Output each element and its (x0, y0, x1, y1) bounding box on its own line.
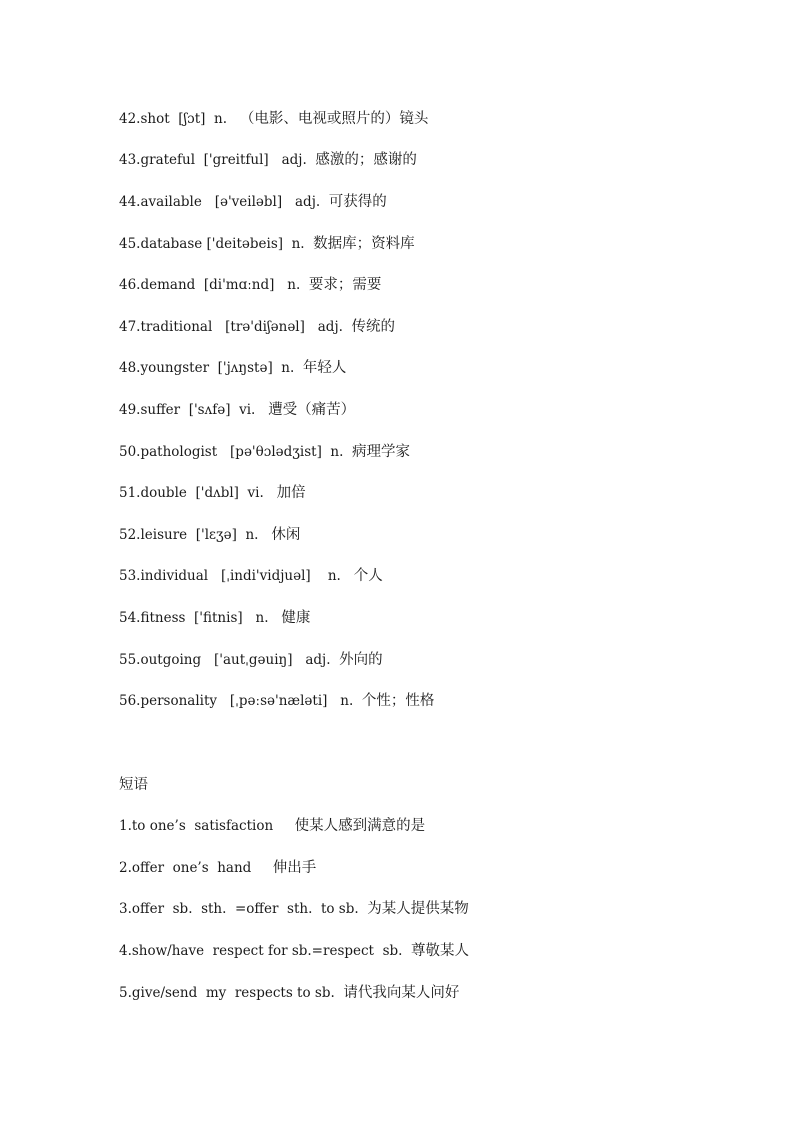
vocab-term: 55.outgoing ['autˌgəuiŋ] adj. (119, 652, 340, 668)
vocab-entry (119, 150, 417, 170)
phrase-entry (119, 858, 316, 878)
vocab-entry (119, 566, 383, 586)
phrase-entry (119, 816, 425, 836)
vocab-entry (119, 192, 387, 212)
vocab-meaning: （电影、电视或照片的）镜头 (239, 111, 429, 127)
vocab-entry (119, 483, 306, 503)
vocab-entry (119, 109, 428, 129)
vocab-meaning: 要求；需要 (308, 277, 382, 293)
vocab-meaning: 个性；性格 (361, 693, 435, 709)
vocab-entry (119, 442, 410, 462)
vocab-meaning: 个人 (353, 568, 383, 584)
vocab-term: 56.personality [ˌpəːsə'næləti] n. (119, 693, 362, 709)
vocab-entry (119, 400, 355, 420)
vocab-term: 43.grateful ['greitful] adj. (119, 152, 316, 168)
vocab-term: 47.traditional [trə'diʃənəl] adj. (119, 319, 352, 335)
vocab-entry (119, 275, 381, 295)
phrase-meaning: 为某人提供某物 (367, 901, 469, 917)
vocab-term: 54.fitness ['fitnis] n. (119, 610, 282, 626)
vocab-entry (119, 525, 300, 545)
vocab-term: 51.double ['dʌbl] vi. (119, 485, 277, 501)
vocab-meaning: 年轻人 (302, 360, 347, 376)
vocab-entry (119, 234, 415, 254)
phrase-meaning: 使某人感到满意的是 (294, 818, 426, 834)
phrase-term: 4.show/have respect for sb.=respect sb. (119, 943, 412, 959)
vocab-term: 52.leisure ['lɛʒə] n. (119, 527, 272, 543)
vocab-meaning: 外向的 (339, 652, 383, 668)
vocab-entry (119, 691, 434, 711)
vocab-entry (119, 358, 346, 378)
vocab-term: 44.available [ə'veiləbl] adj. (119, 194, 329, 210)
vocab-meaning: 遭受（痛苦） (268, 402, 356, 418)
vocab-term: 42.shot [ʃɔt] n. (119, 111, 240, 127)
vocab-term: 50.pathologist [pə'θɔlədʒist] n. (119, 444, 352, 460)
vocab-entry (119, 650, 383, 670)
phrase-meaning: 尊敬某人 (411, 943, 470, 959)
phrases-heading: 短语 (119, 777, 148, 793)
vocab-meaning: 休闲 (271, 527, 301, 543)
vocab-entry (119, 608, 310, 628)
vocab-meaning: 健康 (281, 610, 311, 626)
vocab-meaning: 可获得的 (328, 194, 387, 210)
phrase-entry (119, 899, 469, 919)
phrase-entry (119, 983, 459, 1003)
phrase-meaning: 伸出手 (272, 860, 317, 876)
phrase-term: 5.give/send my respects to sb. (119, 985, 344, 1001)
vocab-term: 45.database ['deitəbeis] n. (119, 236, 314, 252)
phrase-term: 3.offer sb. sth. =offer sth. to sb. (119, 901, 368, 917)
vocab-meaning: 病理学家 (352, 444, 410, 460)
phrase-meaning: 请代我向某人问好 (343, 985, 460, 1001)
vocab-term: 46.demand [di'mɑːnd] n. (119, 277, 309, 293)
vocab-meaning: 数据库；资料库 (313, 236, 415, 252)
phrase-entry (119, 941, 469, 961)
vocab-entry (119, 317, 395, 337)
vocab-meaning: 感激的；感谢的 (315, 152, 417, 168)
vocab-meaning: 加倍 (276, 485, 306, 501)
vocab-term: 48.youngster ['jʌŋstə] n. (119, 360, 303, 376)
vocab-term: 53.individual [ˌindi'vidjuəl] n. (119, 568, 354, 584)
vocab-term: 49.suffer ['sʌfə] vi. (119, 402, 269, 418)
phrase-term: 1.to one’s satisfaction (119, 818, 295, 834)
phrase-term: 2.offer one’s hand (119, 860, 273, 876)
vocab-meaning: 传统的 (351, 319, 396, 335)
